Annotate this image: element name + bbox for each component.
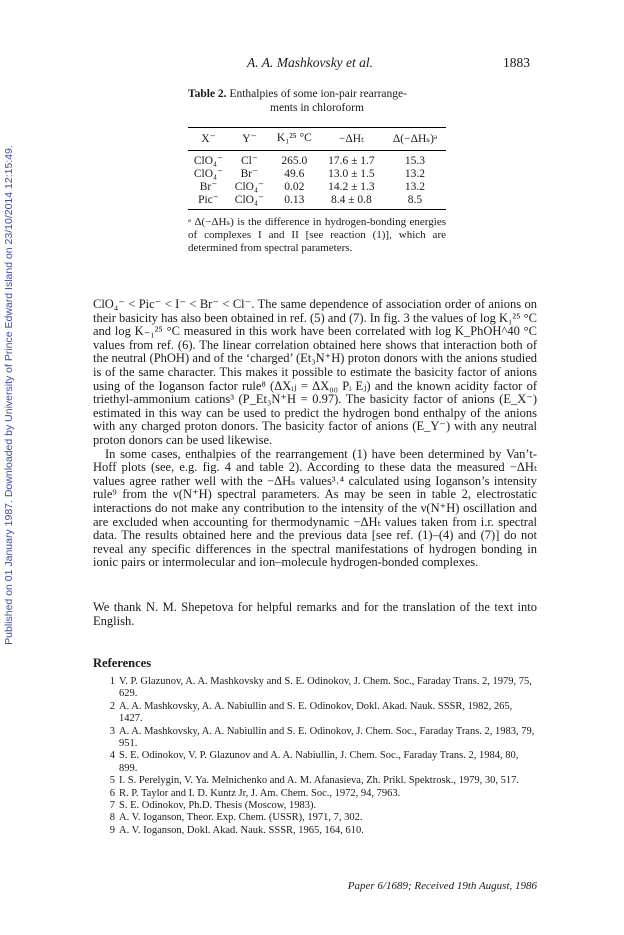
ref-number: 4 — [109, 750, 115, 762]
ref-number: 5 — [109, 775, 115, 787]
page-header — [90, 55, 530, 75]
ref-number: 1 — [109, 676, 115, 687]
cell: Br⁻ — [199, 181, 218, 193]
cell: 8.5 — [384, 194, 446, 210]
cell: 49.6 — [284, 168, 305, 180]
ref-text: V. P. Glazunov, A. A. Mashkovsky and S. E. Odinokov, J. Chem. Soc., Faraday Trans. 2, 1979, 75, 629. — [119, 676, 532, 700]
table-2 — [188, 88, 446, 255]
reference-item — [93, 726, 537, 751]
cell: 13.2 — [404, 168, 426, 180]
ref-number: 2 — [109, 700, 115, 712]
ref-text: I. S. Perelygin, V. Ya. Melnichenko and A. M. Afanasieva, Zh. Prikl. Spektrosk., 1979, 30, 517. — [119, 775, 520, 787]
cell: 8.4 ± 0.8 — [319, 194, 384, 210]
cell: 15.3 — [404, 155, 426, 167]
cell: 13.2 — [404, 181, 426, 193]
col-ddhs: Δ(−ΔHₛ)ᵃ — [384, 128, 446, 151]
ref-text: A. V. Ioganson, Dokl. Akad. Nauk. SSSR, 1965, 164, 610. — [119, 824, 364, 836]
reference-item — [93, 825, 537, 837]
table-caption — [188, 88, 446, 115]
ref-number: 6 — [109, 787, 115, 799]
paragraph-1: ClO₄⁻ < Pic⁻ < I⁻ < Br⁻ < Cl⁻. The same dependence of association order of anions on their basicity has also been obtained in ref. (5) and (7). In fig. 3 the values of log K₁²⁵ °C and log K₋₁²⁵ °C measured in this work have been correlated with log K_PhOH^40 °C values from ref. (6). The linear correlation obtained here shows that interaction both of the neutral (PhOH) and of the ‘charged’ (Et₃N⁺H) proton donors with the anions studied is of the same character. This makes it possible to estimate the basicity factor of anions using of the Ioganson factor rule⁸ (ΔXᵢⱼ = ΔX₀₀ Pᵢ Eⱼ) and the known acidity factor of triethyl-ammonium cations³ (P_Et₃N⁺H = 0.97). The basicity factor of anions (E_X⁻) estimated in this way can be used to predict the hydrogen bond enthalpy of the anions with any charged proton donors. The basicity factor of anions (E_Y⁻) with any neutral proton donors can be used likewise. — [93, 297, 537, 447]
reference-item — [93, 676, 537, 701]
col-dht: −ΔHₜ — [319, 128, 384, 151]
col-k: K₁²⁵ °C — [270, 128, 319, 151]
reference-item — [93, 750, 537, 775]
watermark-text: Published on 01 January 1987. Downloaded by University of Prince Edward Island on 23/10/2014 12:15:49. — [3, 145, 15, 645]
cell: 13.0 ± 1.5 — [328, 168, 375, 180]
cell: ClO₄⁻ — [193, 168, 224, 180]
ref-text: A. V. Ioganson, Theor. Exp. Chem. (USSR), 1971, 7, 302. — [119, 812, 363, 824]
caption-line-1: Enthalpies of some ion-pair rearrange- — [229, 88, 407, 100]
ref-number: 8 — [109, 812, 115, 824]
reference-item — [93, 788, 537, 800]
cell: ClO₄⁻ — [229, 194, 270, 210]
table-row — [188, 194, 446, 210]
ref-number: 9 — [109, 824, 115, 836]
caption-line-2: ments in chloroform — [270, 101, 364, 114]
table-row — [188, 181, 446, 194]
table-header-row — [188, 128, 446, 151]
cell: Br⁻ — [240, 168, 259, 180]
ref-number: 3 — [109, 725, 115, 737]
enthalpy-table — [188, 127, 446, 210]
ref-text: A. A. Mashkovsky, A. A. Nabiullin and S. E. Odinokov, J. Chem. Soc., Faraday Trans. 2, 1983, 79, 951. — [119, 725, 535, 750]
cell: 0.13 — [270, 194, 319, 210]
ref-text: R. P. Taylor and I. D. Kuntz Jr, J. Am. Chem. Soc., 1972, 94, 7963. — [119, 787, 401, 799]
ref-text: S. E. Odinokov, Ph.D. Thesis (Moscow, 1983). — [119, 800, 317, 812]
ref-number: 7 — [109, 800, 115, 812]
article-body — [93, 298, 537, 570]
ref-text: A. A. Mashkovsky, A. A. Nabiullin and S. E. Odinokov, Dokl. Akad. Nauk. SSSR, 1982, 265, 1427. — [119, 700, 513, 725]
table-footnote: ᵃ Δ(−ΔHₛ) is the difference in hydrogen-bonding energies of complexes I and II [see reaction (1)], which are determined from spectral parameters. — [188, 216, 446, 254]
acknowledgement: We thank N. M. Shepetova for helpful remarks and for the translation of the text into English. — [93, 600, 537, 628]
paragraph-2: In some cases, enthalpies of the rearrangement (1) have been determined by Van’t-Hoff plots (see, e.g. fig. 4 and table 2). According to these data the measured −ΔHₜ values agree rather well with the −ΔHₛ values³˒⁴ calculated using Ioganson’s intensity rule⁹ from the ν(N⁺H) spectral parameters. As may be seen in table 2, electrostatic interactions do not make any contribution to the intensity of the ν(N⁺H) oscillation and are excluded when accounting for thermodynamic −ΔHₜ values taken from i.r. spectral data. The results obtained here and the previous data [see ref. (1)–(4) and (7)] do not reveal any specific differences in the spectral manifestations of hydrogen bonding in ionic pairs or intermolecular and ion–molecule hydrogen-bonded complexes. — [93, 446, 537, 570]
reference-item — [93, 701, 537, 726]
cell: 265.0 — [281, 155, 308, 167]
table-label: Table 2. — [188, 88, 227, 100]
cell: 14.2 ± 1.3 — [328, 181, 375, 193]
running-author: A. A. Mashkovsky et al. — [246, 55, 374, 70]
cell: Cl⁻ — [240, 155, 258, 167]
reference-item — [93, 800, 537, 812]
download-watermark — [1, 90, 17, 700]
references-list — [93, 676, 537, 837]
reference-item — [93, 812, 537, 824]
cell: ClO₄⁻ — [234, 181, 265, 193]
col-x: X⁻ — [188, 128, 229, 151]
reference-item — [93, 775, 537, 787]
cell: 17.6 ± 1.7 — [328, 155, 375, 167]
cell: Pic⁻ — [188, 194, 229, 210]
table-row — [188, 151, 446, 169]
col-y: Y⁻ — [229, 128, 270, 151]
references-heading: References — [93, 656, 152, 670]
received-date: Paper 6/1689; Received 19th August, 1986 — [347, 880, 537, 892]
ref-text: S. E. Odinokov, V. P. Glazunov and A. A. Nabiullin, J. Chem. Soc., Faraday Trans. 2, 1984, 80, 899. — [119, 750, 519, 774]
page-number: 1883 — [503, 55, 530, 70]
cell: 0.02 — [284, 181, 305, 193]
cell: ClO₄⁻ — [193, 155, 224, 167]
table-row — [188, 168, 446, 181]
